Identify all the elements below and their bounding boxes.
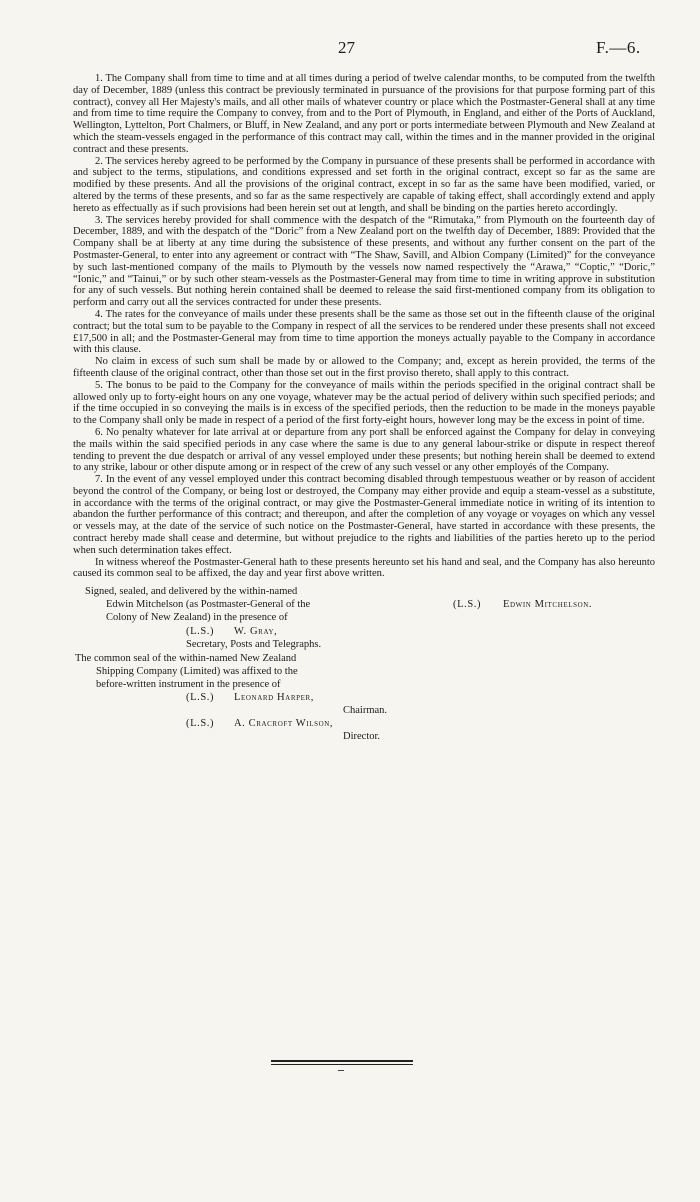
clause-3: 3. The services hereby provided for shall commence with the despatch of the “Rimutaka,” from Plymouth on the fourteenth day of December, 1889, and with the despatch of the “Doric” from a New Zealand port on the twelfth day of December, 1889: Provided that the Company shall be at liberty at any time during the subsistence of these presents, and without any further consent on the part of the Postmaster-General, to enter into any agreement or contract with “The Shaw, Savill, and Albion Company (Limited)” for the conveyance by such last-mentioned company of the mails to Plymouth by the vessels now named respectively the “Arawa,” “Coptic,” “Doric,” “Ionic,” and “Tainui,” or by such other steam-vessels as the Postmaster-General may from time to time in writing approve in substitution for any of such vessels. But nothing herein contained shall be deemed to release the said first-mentioned company from its obligation to perform and carry out all the services contracted for under these presents.	[73, 214, 655, 309]
director-signature: A. Cracroft Wilson,	[234, 718, 334, 730]
clause-4: 4. The rates for the conveyance of mails under these presents shall be the same as those set out in the fifteenth clause of the original contract; but the total sum to be payable to the Company in respect of all the services to be rendered under these presents shall not exceed £17,500 in all; and the Postmaster-General may from time to time apportion the moneys actually payable to the Company in accordance with this clause.	[73, 308, 655, 356]
clause-7: 7. In the event of any vessel employed under this contract becoming disabled through tempestuous weather or by reason of accident beyond the control of the Company, or being lost or destroyed, the Company may either provide and equip a steam-vessel as a substitute, in accordance with the terms of the original contract, or may give the Postmaster-General immediate notice in writing of its intention to abandon the further performance of this contract; and thereupon, and after the completion of any voyage or voyages on which any vessel or vessels may, at the date of the service of such notice on the Postmaster-General, have started in accordance with these presents, the contract hereby made shall cease and determine, but without prejudice to the rights and liabilities of the parties hereto up to the period when such determination takes effect.	[73, 474, 655, 556]
witness-signature: W. Gray,	[234, 626, 278, 638]
page-header	[0, 38, 700, 58]
seal-line-3: before-written instrument in the presence of	[96, 679, 281, 691]
witness-clause: In witness whereof the Postmaster-General hath to these presents hereunto set his hand and seal, and the Company has also hereunto caused its common seal to be affixed, the day and year first above written.	[73, 556, 655, 580]
signed-line-2: Edwin Mitchelson (as Postmaster-General of the	[106, 599, 311, 611]
clause-6: 6. No penalty whatever for late arrival at or departure from any port shall be enforced against the Company for delay in conveying the mails within the said specified periods in any case where the same is due to any general labour-strike or dispute in respect thereof tending to prevent the due despatch or arrival of any vessel employed under these presents; but nothing herein shall be deemed to extend to any strike, labour or other dispute among or in respect of the crew of any such vessel or any other employés of the Company.	[73, 426, 655, 474]
seal-mark: (L.S.)	[186, 626, 215, 638]
document-code: F.—6.	[596, 38, 641, 57]
clause-5: 5. The bonus to be paid to the Company for the conveyance of mails within the periods specified in the original contract shall be allowed only up to forty-eight hours on any one voyage, whatever may be the actual period of delivery within such specified periods; and if the time occupied in so conveying the mails is in excess of the specified periods, then the reduction to be made in the moneys payable to the Company shall only be made in respect of a period of the first forty-eight hours, however long may be the excess in point of time.	[73, 379, 655, 427]
seal-mark: (L.S.)	[186, 718, 215, 730]
signature-block	[73, 584, 655, 822]
seal-mark: (L.S.)	[453, 599, 482, 611]
closing-rule	[271, 1060, 413, 1062]
signed-line-1: Signed, sealed, and delivered by the within-named	[85, 586, 298, 598]
clause-1: 1. The Company shall from time to time and at all times during a period of twelve calendar months, to be computed from the twelfth day of December, 1889 (unless this contract be previously terminated in pursuance of the provisions for that purpose forming part of this contract), convey all Her Majesty's mails, and all other mails of whatever country or place which the Postmaster-General shall at any time and from time to time require the Company to convey, from and to the Port of Plymouth, in England, and either of the Ports of Auckland, Wellington, Lyttelton, Port Chalmers, or Bluff, in New Zealand, and any port or ports intermediate between Plymouth and New Zealand at which the steam-vessels engaged in the performance of this contract may call, within the times and in the manner provided in the original contract and these presents.	[73, 73, 655, 155]
seal-mark: (L.S.)	[186, 692, 215, 704]
chairman-title: Chairman.	[343, 705, 388, 717]
contract-body	[73, 73, 655, 822]
page-number: 27	[338, 38, 355, 57]
seal-line-2: Shipping Company (Limited) was affixed to the	[96, 666, 298, 678]
closing-mark	[338, 1070, 344, 1071]
director-title: Director.	[343, 731, 381, 743]
clause-4-continued: No claim in excess of such sum shall be made by or allowed to the Company; and, except as herein provided, the terms of the fifteenth clause of the original contract, other than those set out in the first proviso thereto, shall apply to this contract.	[73, 356, 655, 379]
signed-line-3: Colony of New Zealand) in the presence of	[106, 612, 288, 624]
postmaster-signature: Edwin Mitchelson.	[503, 599, 593, 611]
chairman-signature: Leonard Harper,	[234, 692, 314, 704]
clause-2: 2. The services hereby agreed to be performed by the Company in pursuance of these presents shall be performed in accordance with and subject to the terms, stipulations, and conditions expressed and set forth in the original contract, except so far as the same are modified by these presents. And all the provisions of the original contract, except in so far as the same have been modified, varied, or altered by the terms of these presents, and so far as the same respectively are capable of taking effect, shall accordingly extend and apply hereto as effectually as if such provisions had been herein set out at length, and shall be binding on the parties hereto accordingly.	[73, 155, 655, 214]
witness-title: Secretary, Posts and Telegraphs.	[186, 639, 322, 651]
closing-rule-thin	[271, 1064, 413, 1065]
seal-line-1: The common seal of the within-named New Zealand	[75, 653, 297, 665]
